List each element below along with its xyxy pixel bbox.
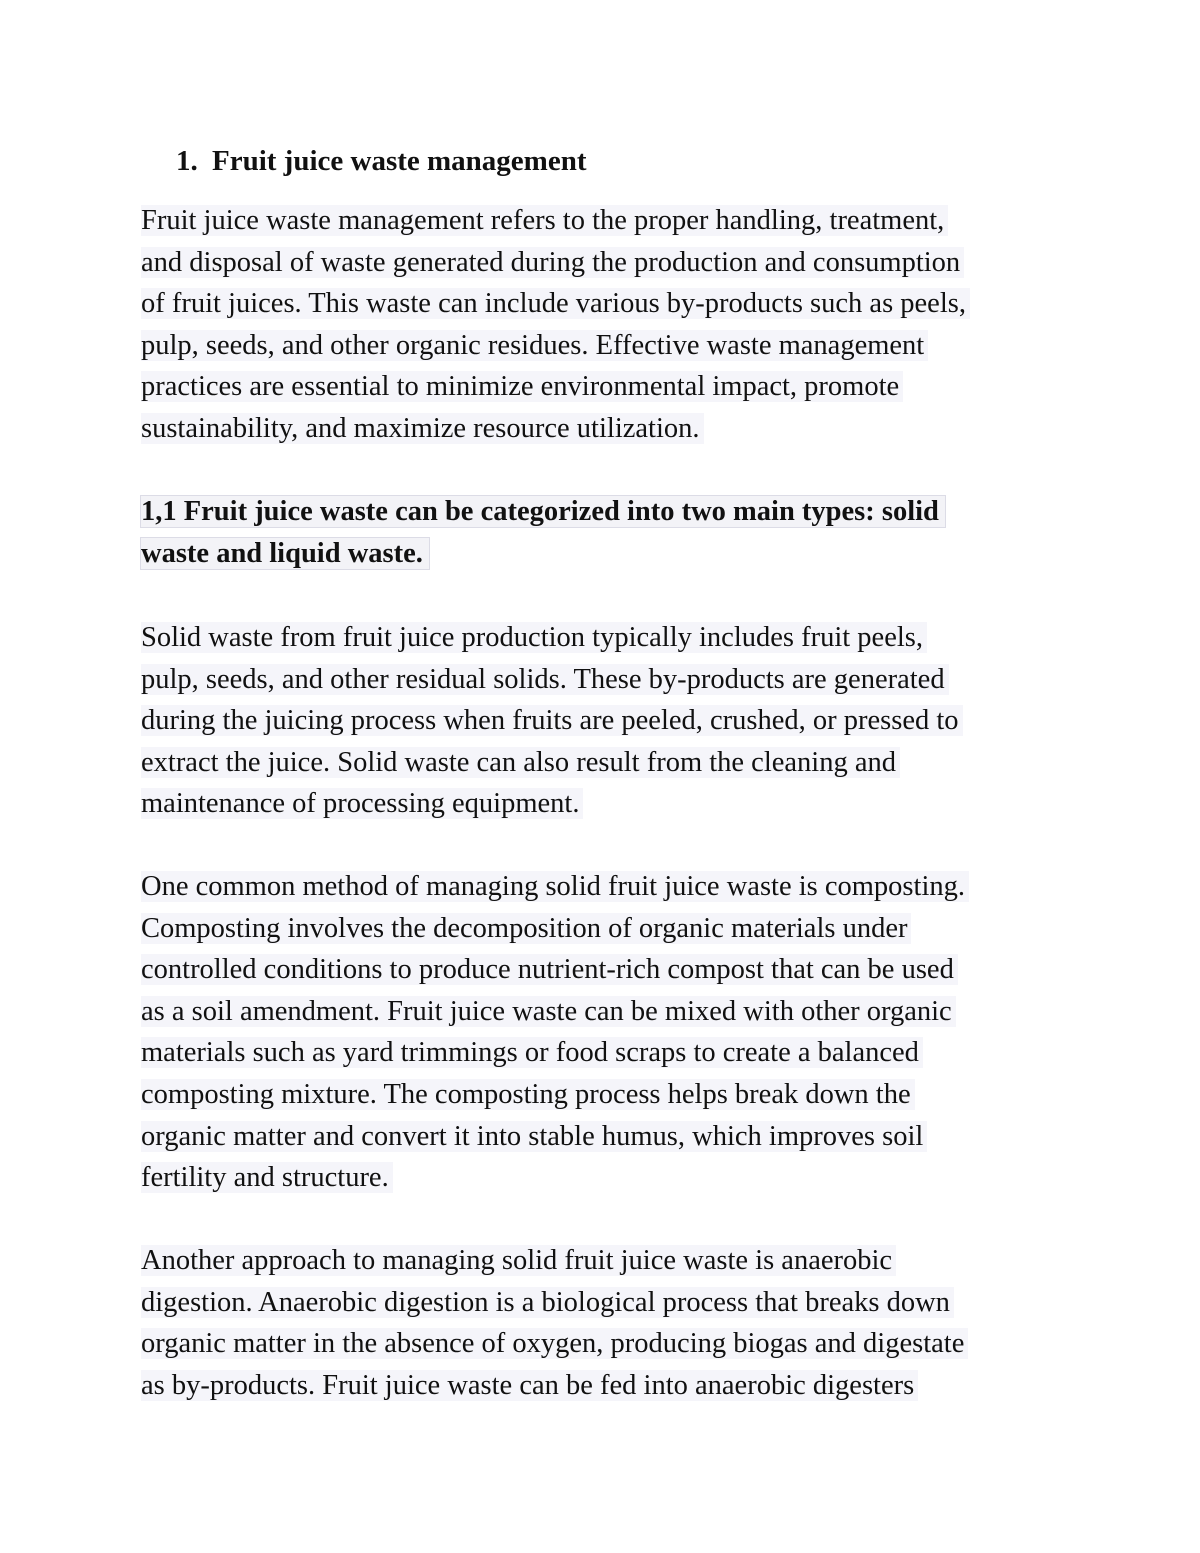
heading-number: 1.	[176, 145, 198, 177]
text-line: One common method of managing solid fruit juice waste is composting.	[141, 866, 1081, 908]
section-heading	[176, 143, 587, 179]
text-line: pulp, seeds, and other organic residues. Effective waste management	[141, 325, 1081, 367]
text-line: Composting involves the decomposition of organic materials under	[141, 908, 1081, 950]
paragraph-anaerobic-digestion	[141, 1240, 1081, 1406]
text-line: practices are essential to minimize environmental impact, promote	[141, 366, 1081, 408]
paragraph-composting	[141, 866, 1081, 1199]
text-line: materials such as yard trimmings or food scraps to create a balanced	[141, 1032, 1081, 1074]
text-line: sustainability, and maximize resource utilization.	[141, 408, 1081, 450]
text-line: organic matter and convert it into stable humus, which improves soil	[141, 1116, 1081, 1158]
text-line: composting mixture. The composting process helps break down the	[141, 1074, 1081, 1116]
text-line: Another approach to managing solid fruit juice waste is anaerobic	[141, 1240, 1081, 1282]
text-line: during the juicing process when fruits are peeled, crushed, or pressed to	[141, 700, 1081, 742]
heading-title: Fruit juice waste management	[212, 145, 587, 177]
text-line: 1,1 Fruit juice waste can be categorized into two main types: solid	[141, 491, 1081, 533]
text-line: organic matter in the absence of oxygen, producing biogas and digestate	[141, 1323, 1081, 1365]
text-line: Fruit juice waste management refers to the proper handling, treatment,	[141, 200, 1081, 242]
text-line: and disposal of waste generated during the production and consumption	[141, 242, 1081, 284]
text-line: as a soil amendment. Fruit juice waste can be mixed with other organic	[141, 991, 1081, 1033]
text-line: digestion. Anaerobic digestion is a biological process that breaks down	[141, 1282, 1081, 1324]
text-line: waste and liquid waste.	[141, 533, 1081, 575]
paragraph-intro	[141, 200, 1081, 450]
text-line: controlled conditions to produce nutrient-rich compost that can be used	[141, 949, 1081, 991]
subsection-heading	[141, 491, 1081, 574]
text-line: of fruit juices. This waste can include various by-products such as peels,	[141, 283, 1081, 325]
paragraph-solid-waste	[141, 617, 1081, 825]
text-line: as by-products. Fruit juice waste can be fed into anaerobic digesters	[141, 1365, 1081, 1407]
text-line: extract the juice. Solid waste can also result from the cleaning and	[141, 742, 1081, 784]
text-line: fertility and structure.	[141, 1157, 1081, 1199]
text-line: maintenance of processing equipment.	[141, 783, 1081, 825]
text-line: pulp, seeds, and other residual solids. These by-products are generated	[141, 659, 1081, 701]
text-line: Solid waste from fruit juice production typically includes fruit peels,	[141, 617, 1081, 659]
